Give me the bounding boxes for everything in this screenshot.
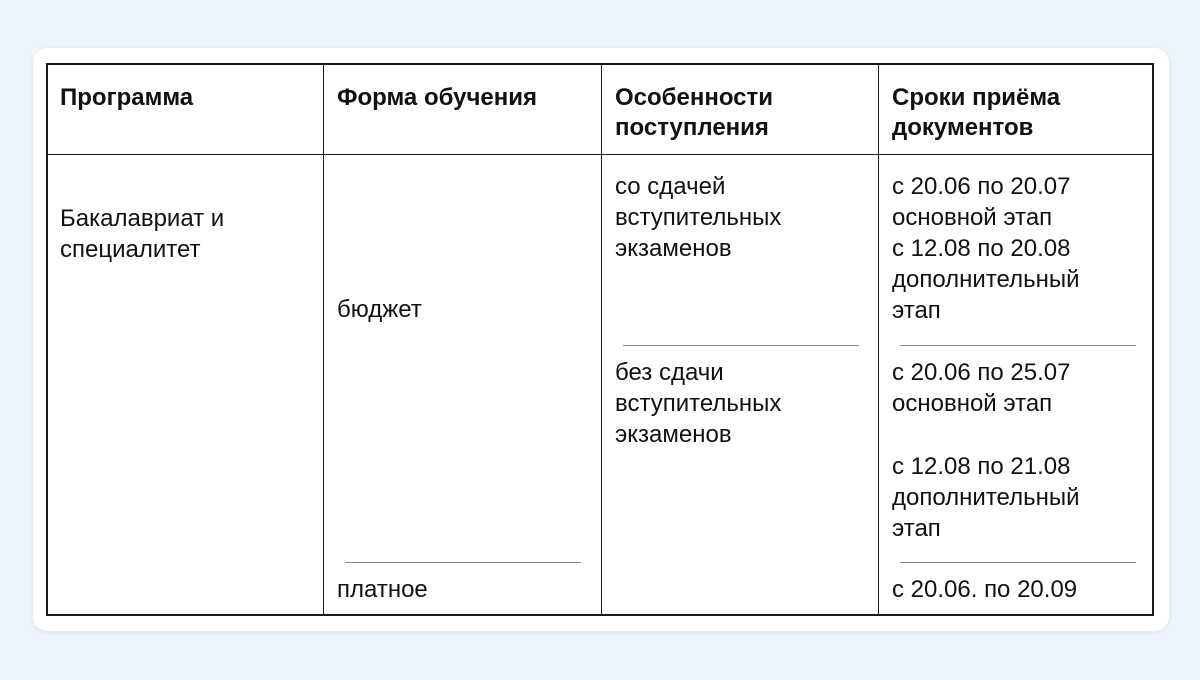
header-form: Форма обучения [337, 84, 537, 111]
column-divider [878, 65, 879, 614]
cell-deadline-with-exams: с 20.06 по 20.07 основной этап с 12.08 по 20.08 дополнительный этап [892, 173, 1080, 324]
header-program: Программа [60, 84, 194, 111]
cell-feature-with-exams: со сдачей вступительных экзаменов [615, 173, 782, 262]
row-separator [623, 345, 859, 346]
cell-program: Бакалавриат и специалитет [60, 205, 225, 263]
header-divider [48, 154, 1152, 155]
column-divider [601, 65, 602, 614]
header-features: Особенности поступления [615, 84, 774, 141]
cell-deadline-paid: с 20.06. по 20.09 [892, 576, 1078, 603]
cell-form-budget: бюджет [337, 296, 422, 323]
cell-form-paid: платное [337, 576, 428, 603]
admission-table [46, 63, 1154, 616]
header-deadlines: Сроки приёма документов [892, 84, 1061, 141]
cell-deadline-without-exams-main: с 20.06 по 25.07 основной этап [892, 359, 1071, 417]
row-separator [900, 562, 1136, 563]
row-separator [900, 345, 1136, 346]
cell-feature-without-exams: без сдачи вступительных экзаменов [615, 359, 782, 448]
row-separator [345, 562, 581, 563]
column-divider [323, 65, 324, 614]
cell-deadline-without-exams-extra: с 12.08 по 21.08 дополнительный этап [892, 453, 1080, 542]
